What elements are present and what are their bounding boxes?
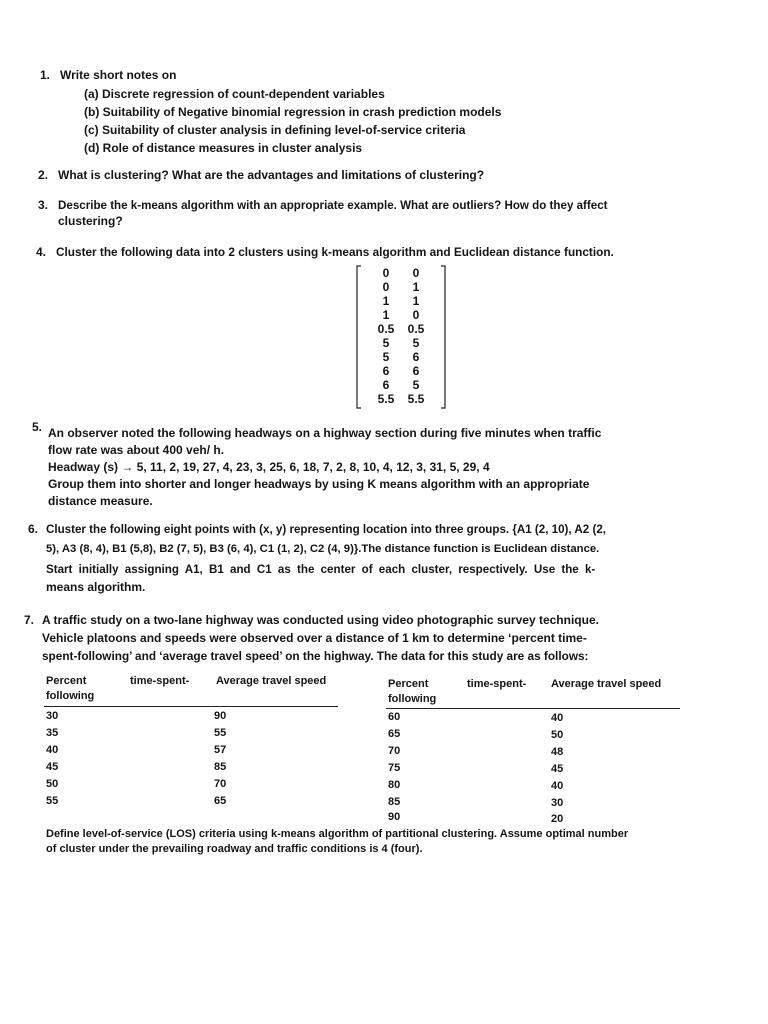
q7-line2: Vehicle platoons and speeds were observed over a distance of 1 km to determine ‘percent time- — [42, 631, 587, 645]
table-cell: 90 — [388, 811, 401, 823]
matrix-cell: 6 — [412, 350, 420, 364]
q7-line3: spent-following’ and ‘average travel speed’ on the highway. The data for this study are as follows: — [42, 649, 589, 663]
table-cell: 45 — [46, 761, 59, 773]
column-header-time-spent: time-spent- — [130, 675, 190, 687]
matrix-cell: 5 — [382, 350, 390, 364]
matrix-cell: 0 — [412, 308, 420, 322]
q1-title: Write short notes on — [60, 68, 177, 82]
q1-item-b: (b) Suitability of Negative binomial regression in crash prediction models — [84, 105, 502, 119]
q3-number: 3. — [38, 198, 49, 212]
table-cell: 40 — [551, 780, 564, 792]
column-header-time-spent: time-spent- — [467, 678, 527, 690]
q5-line3: Headway (s) → 5, 11, 2, 19, 27, 4, 23, 3, 25, 6, 18, 7, 2, 8, 10, 4, 12, 3, 31, 5, 29, 4 — [48, 460, 490, 474]
table-cell: 57 — [214, 744, 227, 756]
q1-item-a: (a) Discrete regression of count-dependent variables — [84, 87, 385, 101]
q4-number: 4. — [36, 245, 47, 259]
q3-line2: clustering? — [58, 214, 123, 228]
q5-number: 5. — [32, 420, 43, 434]
table-cell: 55 — [214, 727, 227, 739]
q5-line4: Group them into shorter and longer headways by using K means algorithm with an appropriate — [48, 477, 590, 491]
column-header-percent: Percent — [46, 675, 87, 687]
q5-line1: An observer noted the following headways on a highway section during five minutes when traffic — [48, 426, 602, 440]
table-cell: 85 — [214, 761, 227, 773]
table-cell: 60 — [388, 711, 401, 723]
q1-number: 1. — [40, 68, 51, 82]
matrix-cell: 6 — [382, 378, 390, 392]
matrix-cell: 0.5 — [407, 322, 425, 336]
column-header-following: following — [388, 693, 437, 705]
matrix-cell: 0 — [382, 266, 390, 280]
matrix-cell: 1 — [412, 294, 420, 308]
q1-item-c: (c) Suitability of cluster analysis in defining level-of-service criteria — [84, 123, 466, 137]
matrix-cell: 1 — [412, 280, 420, 294]
table-cell: 30 — [551, 797, 564, 809]
column-header-speed: Average travel speed — [551, 678, 662, 690]
q7-line1: A traffic study on a two-lane highway was conducted using video photographic survey technique. — [42, 613, 599, 627]
q4-text: Cluster the following data into 2 clusters using k-means algorithm and Euclidean distance function. — [56, 245, 614, 259]
q7-line5: of cluster under the prevailing roadway and traffic conditions is 4 (four). — [46, 843, 423, 855]
q3-line1: Describe the k-means algorithm with an appropriate example. What are outliers? How do they affect — [58, 199, 608, 212]
q6-number: 6. — [28, 522, 39, 536]
matrix-cell: 6 — [382, 364, 390, 378]
matrix-cell: 5 — [382, 336, 390, 350]
matrix-cell: 5.5 — [407, 392, 425, 406]
column-header-speed: Average travel speed — [216, 675, 327, 687]
column-header-following: following — [46, 690, 95, 702]
matrix-cell: 1 — [382, 294, 390, 308]
matrix-cell: 6 — [412, 364, 420, 378]
q6-line4: means algorithm. — [46, 580, 146, 594]
q2-text: What is clustering? What are the advantages and limitations of clustering? — [58, 168, 485, 182]
matrix-cell: 5.5 — [377, 392, 395, 406]
matrix-cell: 1 — [382, 308, 390, 322]
table-cell: 85 — [388, 796, 401, 808]
table-cell: 90 — [214, 710, 227, 722]
table-cell: 40 — [551, 712, 564, 724]
q6-line2: 5), A3 (8, 4), B1 (5,8), B2 (7, 5), B3 (6, 4), C1 (1, 2), C2 (4, 9)}.The distance function is Euclidean distance. — [46, 543, 600, 555]
table-cell: 40 — [46, 744, 59, 756]
table-cell: 80 — [388, 779, 401, 791]
table-cell: 70 — [214, 778, 227, 790]
table-rule — [386, 708, 680, 709]
table-rule — [44, 706, 338, 707]
matrix-cell: 0.5 — [377, 322, 395, 336]
table-cell: 30 — [46, 710, 59, 722]
table-cell: 45 — [551, 763, 564, 775]
table-cell: 48 — [551, 746, 564, 758]
table-cell: 20 — [551, 813, 564, 825]
q2-number: 2. — [38, 168, 49, 182]
q6-line3: Start initially assigning A1, B1 and C1 as the center of each cluster, respectively. Use the k- — [46, 563, 596, 576]
q5-line2: flow rate was about 400 veh/ h. — [48, 443, 225, 457]
table-cell: 35 — [46, 727, 59, 739]
matrix-cell: 0 — [412, 266, 420, 280]
matrix-cell: 5 — [412, 336, 420, 350]
table-cell: 65 — [388, 728, 401, 740]
table-cell: 50 — [46, 778, 59, 790]
q5-line5: distance measure. — [48, 494, 153, 508]
data-matrix — [355, 262, 455, 412]
q1-item-d: (d) Role of distance measures in cluster analysis — [84, 141, 363, 155]
q7-line4: Define level-of-service (LOS) criteria using k-means algorithm of partitional clustering. Assume optimal number — [46, 828, 629, 840]
matrix-cell: 5 — [412, 378, 420, 392]
column-header-percent: Percent — [388, 678, 429, 690]
table-cell: 70 — [388, 745, 401, 757]
table-cell: 55 — [46, 795, 59, 807]
table-cell: 75 — [388, 762, 401, 774]
q7-number: 7. — [24, 613, 35, 627]
table-cell: 50 — [551, 729, 564, 741]
matrix-cell: 0 — [382, 280, 390, 294]
q6-line1: Cluster the following eight points with (x, y) representing location into three groups. {A1 (2, 10), A2 (2, — [46, 523, 606, 536]
table-cell: 65 — [214, 795, 227, 807]
